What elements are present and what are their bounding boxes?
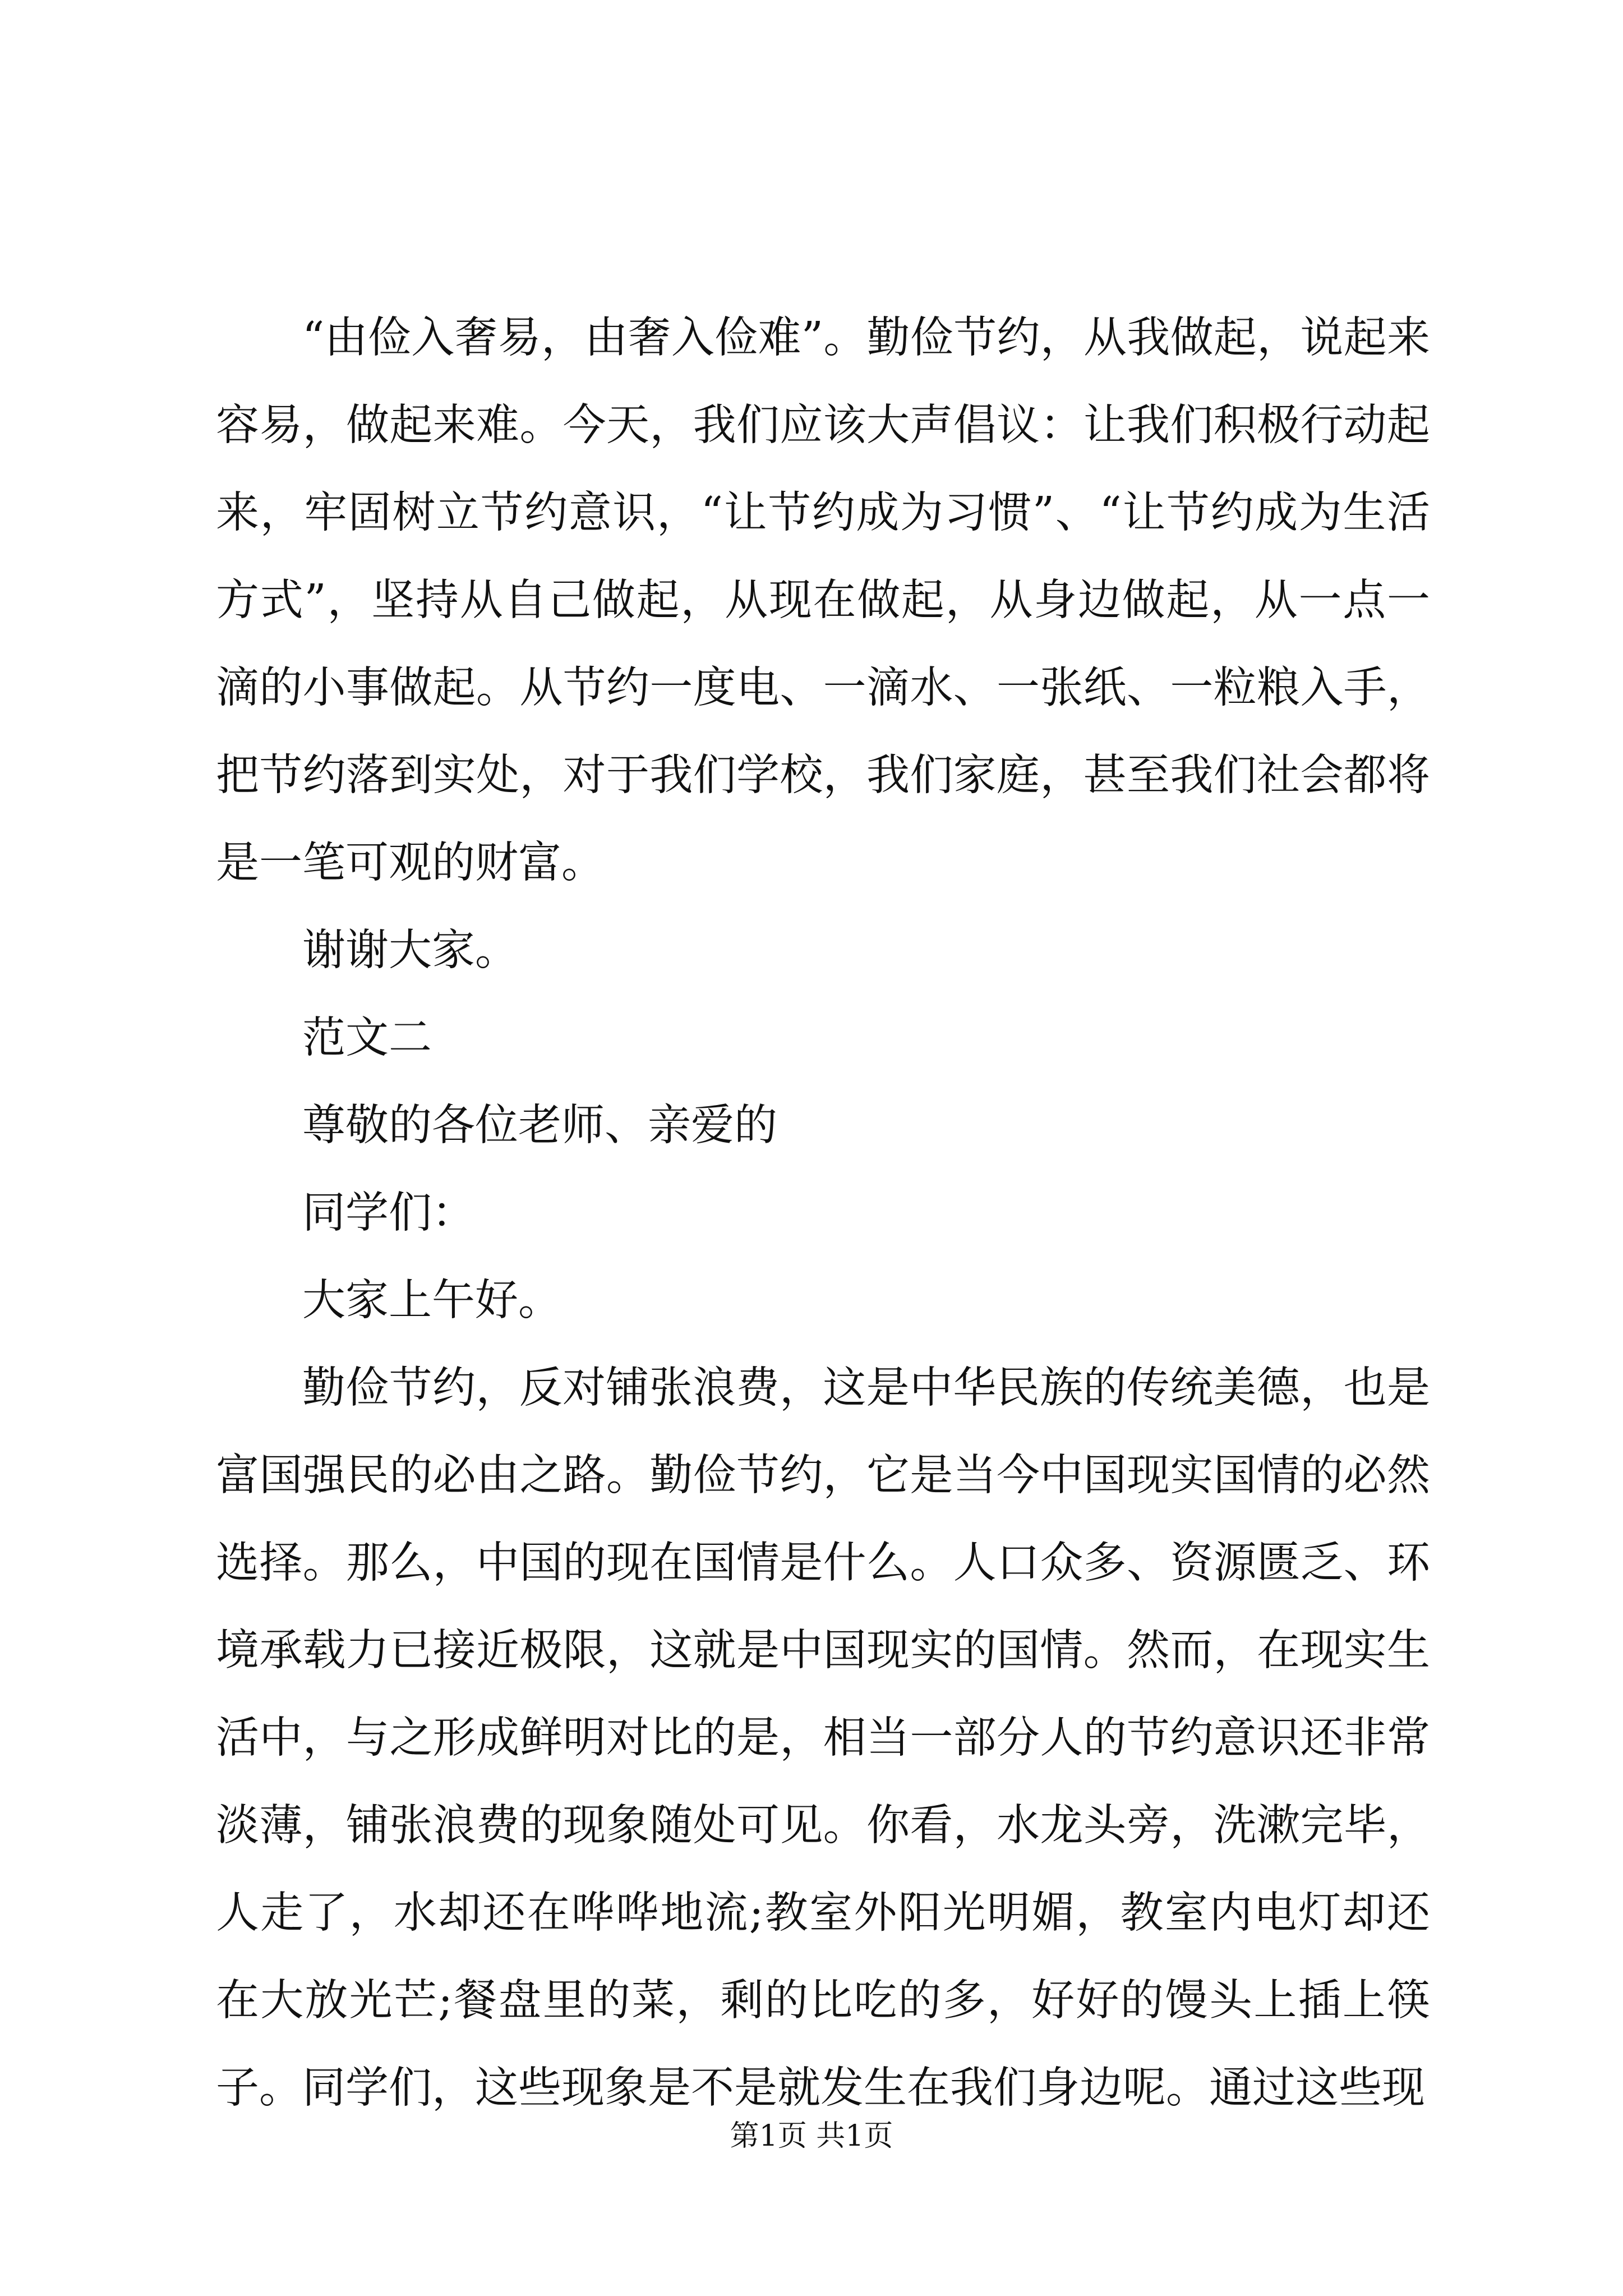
paragraph-intro-conclusion: “由俭入奢易，由奢入俭难”。勤俭节约，从我做起，说起来容易，做起来难。今天，我们应该大声倡议：让我们积极行动起来，牢固树立节约意识，“让节约成为习惯”、“让节约成为生活方式”，坚持从自己做起，从现在做起，从身边做起，从一点一滴的小事做起。从节约一度电、一滴水、一张纸、一粒粮入手，把节约落到实处，对于我们学校，我们家庭，甚至我们社会都将是一笔可观的财富。 [216, 313, 1430, 888]
greeting-line-students: 同学们： [302, 1188, 475, 1238]
page-footer: 第1页 共1页 [730, 2119, 893, 2153]
paragraph-thrift-main: 勤俭节约，反对铺张浪费，这是中华民族的传统美德，也是富国强民的必由之路。勤俭节约，它是当今中国现实国情的必然选择。那么，中国的现在国情是什么。人口众多、资源匮乏、环境承载力已接近极限，这就是中国现实的国情。然而，在现实生活中，与之形成鲜明对比的是，相当一部分人的节约意识还非常淡薄，铺张浪费的现象随处可见。你看，水龙头旁，洗漱完毕，人走了，水却还在哗哗地流;教室外阳光明媚，教室内电灯却还在大放光芒;餐盘里的菜，剩的比吃的多，好好的馒头上插上筷子。同学们，这些现象是不是就发生在我们身边呢。通过这些现 [216, 1363, 1430, 2113]
document-body [216, 295, 1430, 2132]
paragraph-thanks: 谢谢大家。 [302, 926, 518, 976]
section-heading-sample-two: 范文二 [302, 1013, 432, 1063]
greeting-line-teachers: 尊敬的各位老师、亲爱的 [302, 1101, 777, 1151]
greeting-good-morning: 大家上午好。 [302, 1276, 561, 1326]
